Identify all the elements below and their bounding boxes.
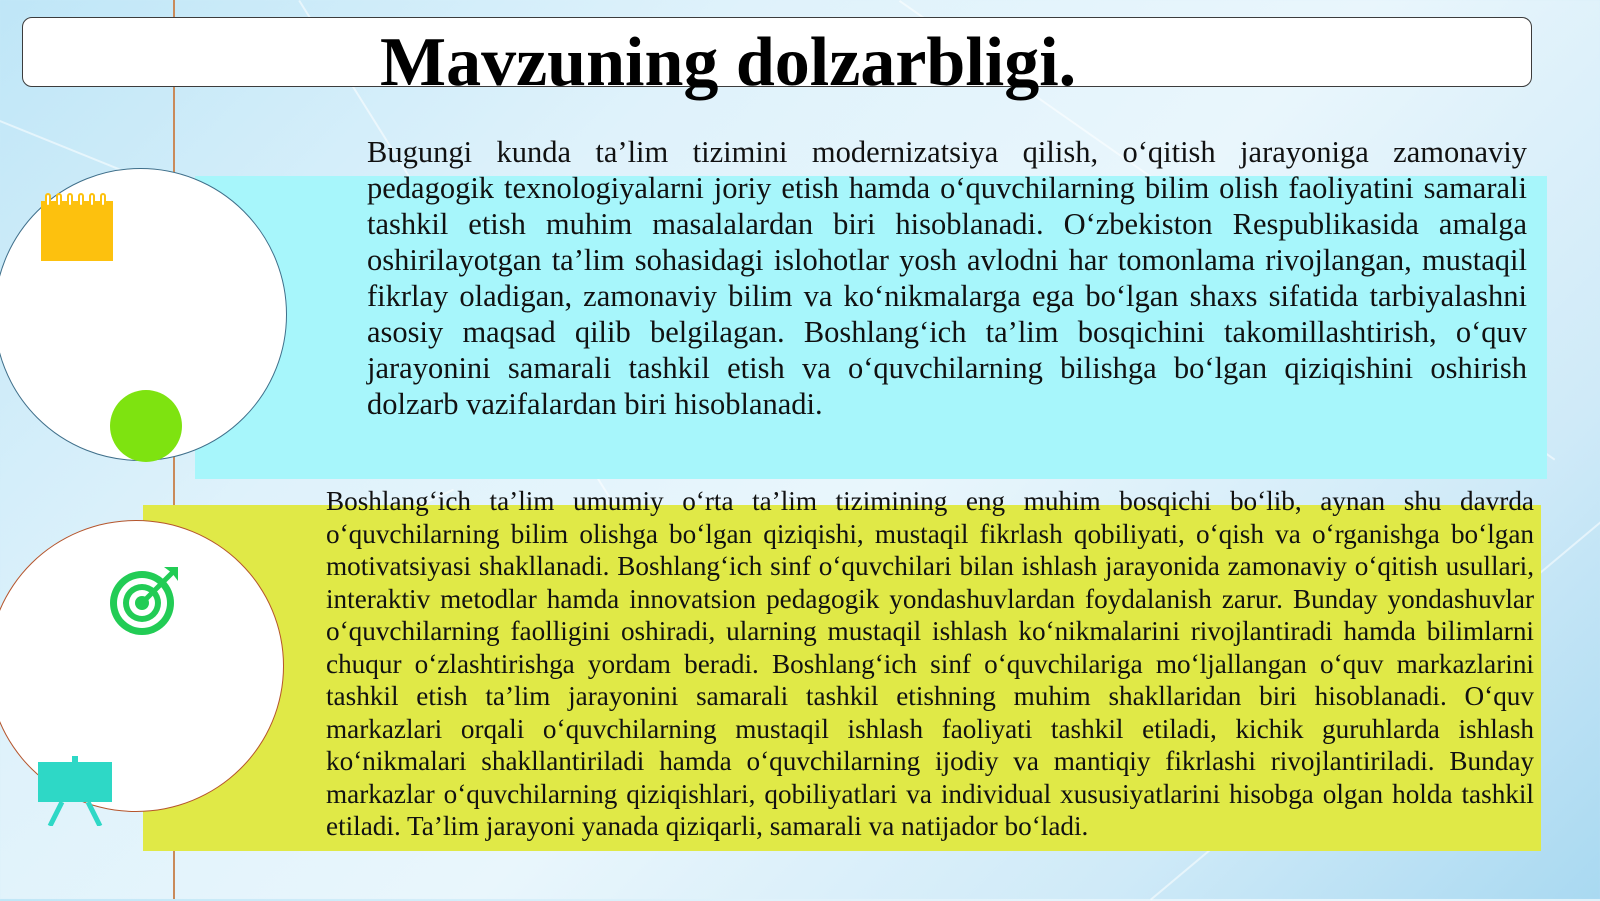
circle-dot-icon <box>110 390 182 462</box>
paragraph-relevance-intro: Bugungi kunda ta’lim tizimini modernizatsiya qilish, o‘qitish jarayoniga zamonaviy pedagogik texnologiyalarni joriy etish hamda o‘quvchilarning bilim olish faoliyatini samarali tashkil etish muhim masalalardan biri hisoblanadi. O‘zbekiston Respublikasida amalga oshirilayotgan ta’lim sohasidagi islohotlar yosh avlodni har tomonlama rivojlangan, mustaqil fikrlay oladigan, zamonaviy bilim va ko‘nikmalarga ega bo‘lgan shaxs sifatida tarbiyalashni asosiy maqsad qilib belgilagan. Boshlang‘ich ta’lim bosqichini takomillashtirish, o‘quv jarayonini samarali tashkil etish va o‘quvchilarning bilishga bo‘lgan qiziqishini oshirish dolzarb vazifalardan biri hisoblanadi. <box>367 135 1527 421</box>
target-icon <box>108 563 182 637</box>
slide-title: Mavzuning dolzarbligi. <box>380 24 1077 101</box>
presentation-board-icon <box>38 756 112 826</box>
paragraph-primary-education: Boshlang‘ich ta’lim umumiy o‘rta ta’lim tizimining eng muhim bosqichi bo‘lib, aynan shu davrda o‘quvchilarning bilim olishga bo‘lgan qiziqishi, mustaqil fikrlash qobiliyati, o‘qish va o‘rganishga bo‘lgan motivatsiyasi shakllanadi. Boshlang‘ich sinf o‘quvchilari bilan ishlash jarayonida zamonaviy o‘qitish usullari, interaktiv metodlar hamda innovatsion pedagogik yondashuvlardan foydalanish zarur. Bunday yondashuvlar o‘quvchilarning faolligini oshiradi, ularning mustaqil ishlash ko‘nikmalarini rivojlantiradi hamda bilimlarni chuqur o‘zlashtirishga yordam beradi. Boshlang‘ich sinf o‘quvchilariga mo‘ljallangan o‘quv markazlarini tashkil etish ta’lim jarayonini samarali tashkil etishning muhim shakllaridan biri hisoblanadi. O‘quv markazlari orqali o‘quvchilarning mustaqil ishlash faoliyati tashkil etiladi, kichik guruhlarda ishlash ko‘nikmalari shakllantiriladi hamda o‘quvchilarning ijodiy va mantiqiy fikrlashi rivojlantiriladi. Bunday markazlar o‘quvchilarning qiziqishlari, qobiliyatlari va individual xususiyatlarini hisobga olgan holda tashkil etiladi. Ta’lim jarayoni yanada qiziqarli, samarali va natijador bo‘ladi. <box>326 486 1534 841</box>
notepad-icon <box>41 193 113 261</box>
